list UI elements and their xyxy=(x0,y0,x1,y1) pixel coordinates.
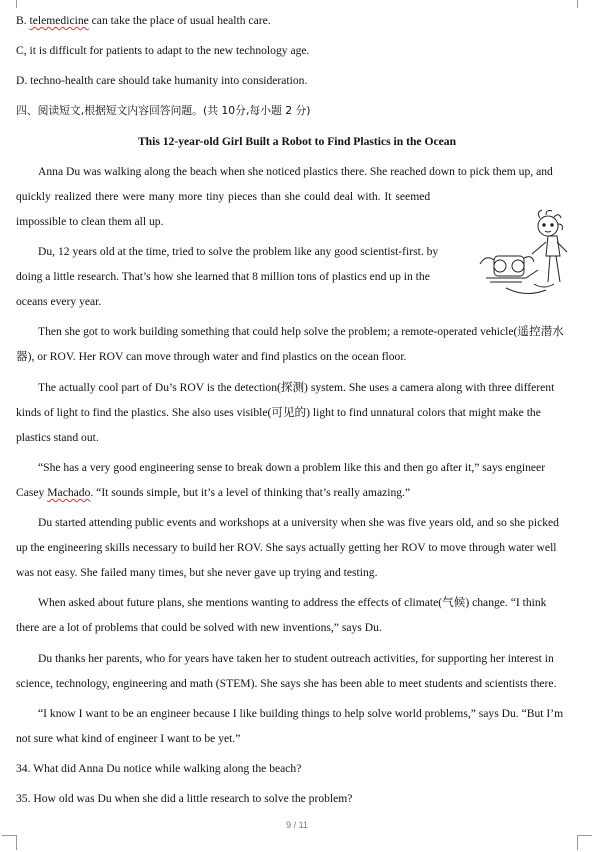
paragraph-line: Casey Machado. “It sounds simple, but it’s a level of thinking that’s really amazing.” xyxy=(16,486,411,499)
crop-mark-bottom-left xyxy=(2,835,17,850)
paragraph-line: up the engineering skills necessary to build her ROV. She says actually getting her ROV to move through water well xyxy=(16,541,557,554)
crop-mark-top-right xyxy=(577,0,592,8)
paragraph-line: “I know I want to be an engineer because I like building things to help solve world problems,” says Du. “But I’m xyxy=(38,707,564,720)
passage-title: This 12-year-old Girl Built a Robot to Find Plastics in the Ocean xyxy=(137,135,457,148)
crop-mark-bottom-right xyxy=(577,835,592,850)
question-34: 34. What did Anna Du notice while walking along the beach? xyxy=(16,762,302,775)
paragraph-line: Anna Du was walking along the beach when she noticed plastics there. She reached down to pick them up, and xyxy=(38,165,553,178)
paragraph-line: kinds of light to find the plastics. She also uses visible(可见的) light to find unnatural colors that might make the xyxy=(16,406,541,419)
page-number: 9 / 11 xyxy=(286,820,308,830)
paragraph-line: Du thanks her parents, who for years have taken her to student outreach activities, for supporting her interest in xyxy=(38,652,554,665)
question-35: 35. How old was Du when she did a little research to solve the problem? xyxy=(16,792,353,805)
paragraph-line: When asked about future plans, she mentions wanting to address the effects of climate(气候) change. “I think xyxy=(38,596,547,609)
paragraph-line: science, technology, engineering and math (STEM). She says she has been able to meet students and scientists there. xyxy=(16,677,557,690)
paragraph-line: doing a little research. That’s how she learned that 8 million tons of plastics end up in the xyxy=(16,270,430,283)
paragraph-line: impossible to clean them all up. xyxy=(16,215,164,228)
paragraph-line: Du, 12 years old at the time, tried to solve the problem like any good scientist-first. by xyxy=(38,245,439,258)
paragraph-line: The actually cool part of Du’s ROV is the detection(探测) system. She uses a camera along with three different xyxy=(38,381,555,394)
section-heading: 四、阅读短文,根据短文内容回答问题。(共 10分,每小题 2 分) xyxy=(16,104,311,117)
paragraph-line: there are a lot of problems that could be solved with new inventions,” says Du. xyxy=(16,621,382,634)
option-b: B. telemedicine can take the place of usual health care. xyxy=(16,14,271,27)
paragraph-line: plastics stand out. xyxy=(16,431,99,444)
option-c: C, it is difficult for patients to adapt to the new technology age. xyxy=(16,44,310,57)
paragraph-line: “She has a very good engineering sense to break down a problem like this and then go after it,” says engineer xyxy=(38,461,546,474)
crop-mark-top-left xyxy=(2,0,17,8)
paragraph-line: 器), or ROV. Her ROV can move through water and find plastics on the ocean floor. xyxy=(16,350,407,363)
girl-with-robot-illustration xyxy=(476,208,576,310)
paragraph-line: quickly realized there were many more tiny pieces than she could deal with. It seemed xyxy=(16,190,431,203)
option-d: D. techno-health care should take humanity into consideration. xyxy=(16,74,308,87)
paragraph-line: Then she got to work building something that could help solve the problem; a remote-operated vehicle(遥控潜水 xyxy=(38,325,564,338)
paragraph-line: not sure what kind of engineer I want to be yet.” xyxy=(16,732,241,745)
paragraph-line: oceans every year. xyxy=(16,295,102,308)
paragraph-line: was not easy. She failed many times, but she never gave up trying and testing. xyxy=(16,566,378,579)
paragraph-line: Du started attending public events and workshops at a university when she was five years old, and so she picked xyxy=(38,516,559,529)
